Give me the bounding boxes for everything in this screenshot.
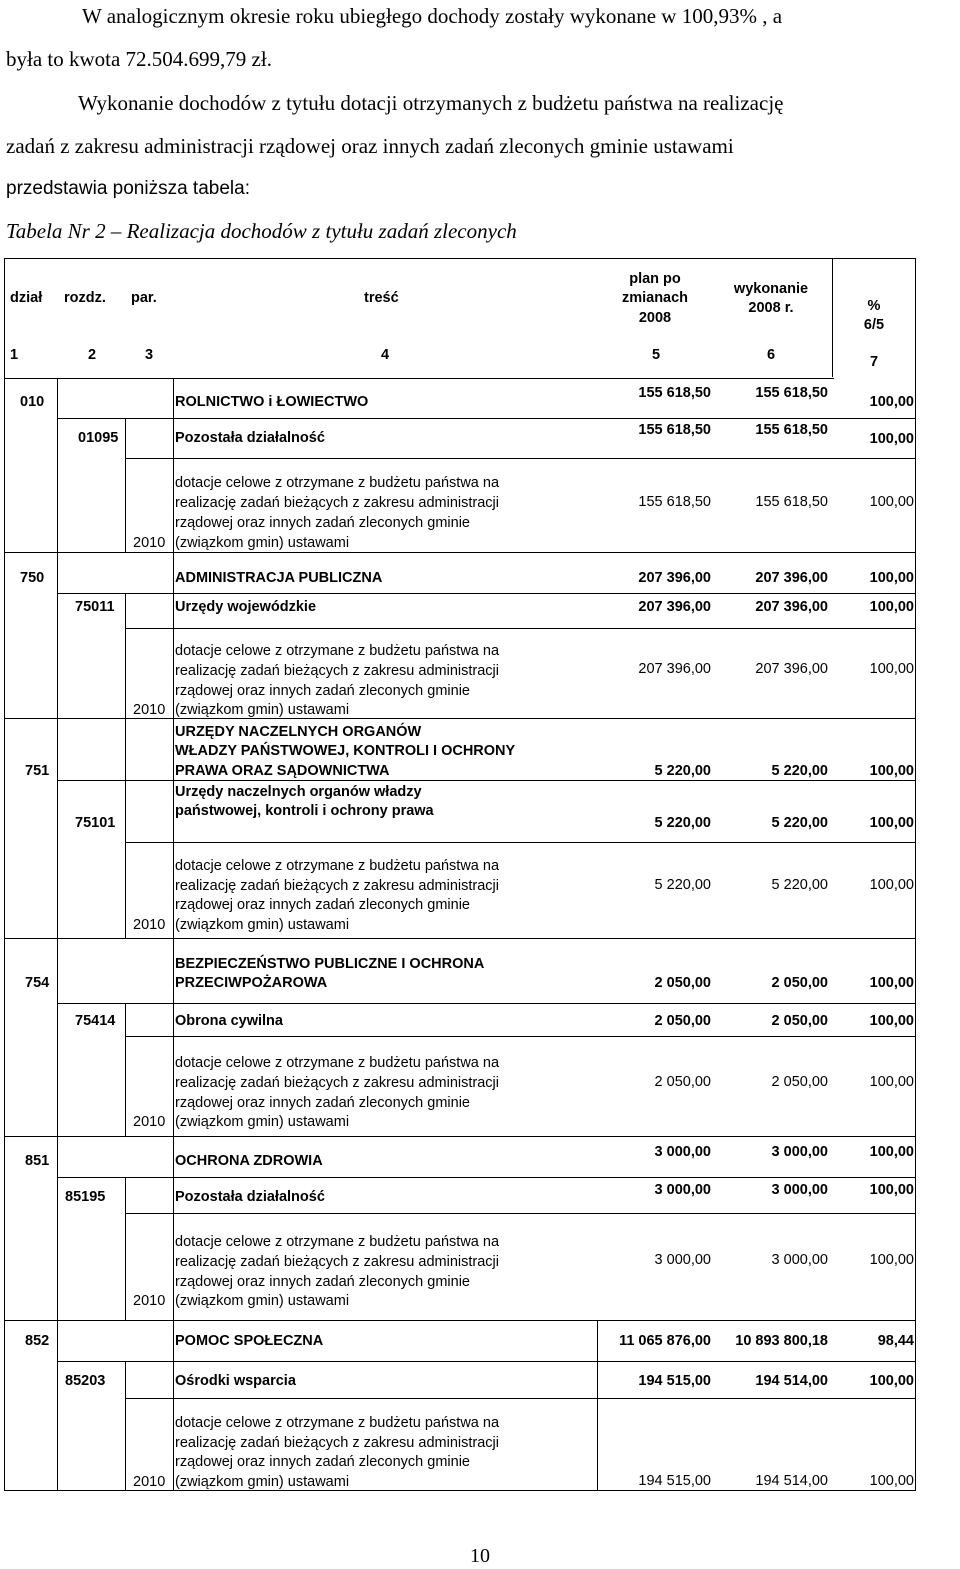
pct-value: 100,00 xyxy=(869,1252,914,1268)
grid-line xyxy=(4,378,834,379)
grid-line xyxy=(125,628,916,629)
colnum-4: 4 xyxy=(381,347,390,363)
plan-value: 207 396,00 xyxy=(638,599,711,615)
exec-value: 3 000,00 xyxy=(771,1252,828,1268)
header-pct-1: % xyxy=(867,298,881,314)
row-name: Obrona cywilna xyxy=(175,1013,283,1029)
plan-value: 5 220,00 xyxy=(654,877,711,893)
grid-line xyxy=(173,378,174,1490)
page-number: 10 xyxy=(470,1545,490,1567)
plan-value: 2 050,00 xyxy=(654,1074,711,1090)
plan-value: 5 220,00 xyxy=(654,815,711,831)
pct-value: 100,00 xyxy=(869,394,914,410)
pct-value: 100,00 xyxy=(869,661,914,677)
grid-line xyxy=(57,1361,916,1362)
row-name: (związkom gmin) ustawami xyxy=(175,917,350,933)
par-code: 2010 xyxy=(133,1114,166,1130)
header-par: par. xyxy=(131,290,157,306)
plan-value: 155 618,50 xyxy=(638,494,711,510)
exec-value: 207 396,00 xyxy=(755,661,828,677)
dzial-code: 750 xyxy=(20,570,45,586)
row-name: (związkom gmin) ustawami xyxy=(175,702,350,718)
exec-value: 207 396,00 xyxy=(755,570,828,586)
pct-value: 100,00 xyxy=(869,431,914,447)
row-name: realizację zadań bieżących z zakresu administracji xyxy=(175,1075,499,1091)
row-name: Pozostała działalność xyxy=(175,1189,325,1205)
par-code: 2010 xyxy=(133,535,166,551)
pct-value: 98,44 xyxy=(877,1333,914,1349)
dzial-code: 851 xyxy=(25,1153,50,1169)
row-name: realizację zadań bieżących z zakresu administracji xyxy=(175,1435,499,1451)
plan-value: 3 000,00 xyxy=(654,1144,711,1160)
plan-value: 207 396,00 xyxy=(638,661,711,677)
plan-value: 3 000,00 xyxy=(654,1182,711,1198)
grid-line xyxy=(125,1398,916,1399)
exec-value: 194 514,00 xyxy=(755,1373,828,1389)
pct-value: 100,00 xyxy=(869,494,914,510)
row-name: WŁADZY PAŃSTWOWEJ, KONTROLI I OCHRONY xyxy=(175,743,516,759)
pct-value: 100,00 xyxy=(869,1013,914,1029)
dzial-code: 754 xyxy=(25,975,50,991)
row-name: (związkom gmin) ustawami xyxy=(175,1114,350,1130)
header-wyk-2: 2008 r. xyxy=(748,300,794,316)
par-code: 2010 xyxy=(133,1293,166,1309)
rozdz-code: 75011 xyxy=(75,599,115,615)
plan-value: 2 050,00 xyxy=(654,975,711,991)
table-caption: Tabela Nr 2 – Realizacja dochodów z tytułu zadań zleconych xyxy=(6,219,517,243)
header-rozdz: rozdz. xyxy=(64,290,106,306)
grid-line xyxy=(125,458,916,459)
row-name: dotacje celowe z otrzymane z budżetu państwa na xyxy=(175,1415,500,1431)
row-name: ADMINISTRACJA PUBLICZNA xyxy=(175,570,383,586)
row-name: realizację zadań bieżących z zakresu administracji xyxy=(175,878,499,894)
row-name: (związkom gmin) ustawami xyxy=(175,1474,350,1490)
row-name: (związkom gmin) ustawami xyxy=(175,535,350,551)
row-name: Pozostała działalność xyxy=(175,430,325,446)
exec-value: 194 514,00 xyxy=(755,1473,828,1489)
intro-line-4: zadań z zakresu administracji rządowej oraz innych zadań zleconych gminie ustawami xyxy=(6,134,734,158)
grid-line xyxy=(57,378,58,1490)
row-name: rządowej oraz innych zadań zleconych gminie xyxy=(175,897,470,913)
pct-value: 100,00 xyxy=(869,815,914,831)
grid-line xyxy=(4,1136,916,1137)
row-name: Urzędy wojewódzkie xyxy=(175,599,317,615)
row-name: dotacje celowe z otrzymane z budżetu państwa na xyxy=(175,475,500,491)
plan-value: 11 065 876,00 xyxy=(619,1333,711,1349)
rozdz-code: 85195 xyxy=(65,1189,106,1205)
plan-value: 207 396,00 xyxy=(638,570,711,586)
row-name: państwowej, kontroli i ochrony prawa xyxy=(175,803,434,819)
row-name: (związkom gmin) ustawami xyxy=(175,1293,350,1309)
pct-value: 100,00 xyxy=(869,975,914,991)
exec-value: 155 618,50 xyxy=(755,494,828,510)
grid-line xyxy=(57,418,916,419)
colnum-6: 6 xyxy=(767,347,776,363)
dzial-code: 852 xyxy=(25,1333,50,1349)
plan-value: 155 618,50 xyxy=(638,422,711,438)
row-name: dotacje celowe z otrzymane z budżetu państwa na xyxy=(175,1055,500,1071)
row-name: dotacje celowe z otrzymane z budżetu państwa na xyxy=(175,858,500,874)
colnum-2: 2 xyxy=(88,347,97,363)
pct-value: 100,00 xyxy=(869,599,914,615)
row-name: rządowej oraz innych zadań zleconych gminie xyxy=(175,515,470,531)
row-name: rządowej oraz innych zadań zleconych gminie xyxy=(175,1454,470,1470)
par-code: 2010 xyxy=(133,1474,166,1490)
grid-line xyxy=(57,780,916,781)
header-tresc: treść xyxy=(364,290,399,306)
exec-value: 10 893 800,18 xyxy=(735,1333,828,1349)
grid-line xyxy=(125,1177,126,1320)
grid-line xyxy=(832,258,833,377)
row-name: realizację zadań bieżących z zakresu administracji xyxy=(175,495,499,511)
plan-value: 5 220,00 xyxy=(654,763,711,779)
exec-value: 207 396,00 xyxy=(755,599,828,615)
rozdz-code: 75414 xyxy=(75,1013,116,1029)
row-name: PRZECIWPOŻAROWA xyxy=(175,975,328,991)
row-name: dotacje celowe z otrzymane z budżetu państwa na xyxy=(175,643,500,659)
grid-line xyxy=(125,1036,916,1037)
row-name: realizację zadań bieżących z zakresu administracji xyxy=(175,663,499,679)
colnum-5: 5 xyxy=(652,347,661,363)
exec-value: 5 220,00 xyxy=(771,877,828,893)
grid-line xyxy=(125,1213,916,1214)
row-name: ROLNICTWO i ŁOWIECTWO xyxy=(175,394,369,410)
row-name: POMOC SPOŁECZNA xyxy=(175,1333,324,1349)
pct-value: 100,00 xyxy=(869,1182,914,1198)
pct-value: 100,00 xyxy=(869,763,914,779)
row-name: rządowej oraz innych zadań zleconych gminie xyxy=(175,1274,470,1290)
dzial-code: 010 xyxy=(20,394,45,410)
exec-value: 2 050,00 xyxy=(771,1013,828,1029)
grid-line xyxy=(125,1361,126,1490)
intro-line-1: W analogicznym okresie roku ubiegłego dochody zostały wykonane w 100,93% , a xyxy=(82,4,783,28)
plan-value: 194 515,00 xyxy=(638,1373,711,1389)
par-code: 2010 xyxy=(133,917,166,933)
exec-value: 5 220,00 xyxy=(771,763,828,779)
plan-value: 3 000,00 xyxy=(654,1252,711,1268)
exec-value: 2 050,00 xyxy=(771,975,828,991)
intro-line-5: przedstawia poniższa tabela: xyxy=(6,178,250,199)
row-name: rządowej oraz innych zadań zleconych gminie xyxy=(175,1095,470,1111)
plan-value: 194 515,00 xyxy=(638,1473,711,1489)
pct-value: 100,00 xyxy=(869,570,914,586)
grid-line xyxy=(57,1177,916,1178)
exec-value: 155 618,50 xyxy=(755,422,828,438)
exec-value: 3 000,00 xyxy=(771,1144,828,1160)
colnum-1: 1 xyxy=(10,347,19,363)
row-name: BEZPIECZEŃSTWO PUBLICZNE I OCHRONA xyxy=(175,956,485,972)
plan-value: 155 618,50 xyxy=(638,385,711,401)
intro-line-3: Wykonanie dochodów z tytułu dotacji otrzymanych z budżetu państwa na realizację xyxy=(78,91,784,115)
colnum-7: 7 xyxy=(870,354,879,370)
exec-value: 155 618,50 xyxy=(755,385,828,401)
row-name: dotacje celowe z otrzymane z budżetu państwa na xyxy=(175,1234,500,1250)
pct-value: 100,00 xyxy=(869,1144,914,1160)
header-plan-2: zmianach xyxy=(621,290,689,306)
grid-line xyxy=(125,418,126,552)
grid-line xyxy=(57,1003,916,1004)
grid-line xyxy=(125,1003,126,1136)
pct-value: 100,00 xyxy=(869,1373,914,1389)
row-name: rządowej oraz innych zadań zleconych gminie xyxy=(175,683,470,699)
header-dzial: dział xyxy=(10,290,43,306)
row-name: Ośrodki wsparcia xyxy=(175,1373,296,1389)
header-plan-1: plan po xyxy=(629,271,681,287)
row-name: URZĘDY NACZELNYCH ORGANÓW xyxy=(175,724,422,740)
intro-line-2: była to kwota 72.504.699,79 zł. xyxy=(6,47,272,71)
row-name: OCHRONA ZDROWIA xyxy=(175,1153,323,1169)
row-name: Urzędy naczelnych organów władzy xyxy=(175,784,422,800)
rozdz-code: 75101 xyxy=(75,815,116,831)
row-name: PRAWA ORAZ SĄDOWNICTWA xyxy=(175,763,390,779)
pct-value: 100,00 xyxy=(869,877,914,893)
rozdz-code: 85203 xyxy=(65,1373,106,1389)
row-name: realizację zadań bieżących z zakresu administracji xyxy=(175,1254,499,1270)
par-code: 2010 xyxy=(133,702,166,718)
pct-value: 100,00 xyxy=(869,1473,914,1489)
exec-value: 3 000,00 xyxy=(771,1182,828,1198)
exec-value: 5 220,00 xyxy=(771,815,828,831)
grid-line xyxy=(4,1320,916,1321)
header-pct-2: 6/5 xyxy=(863,317,885,333)
grid-line xyxy=(125,842,916,843)
grid-line xyxy=(125,593,126,938)
plan-value: 2 050,00 xyxy=(654,1013,711,1029)
header-plan-3: 2008 xyxy=(638,310,672,326)
grid-line xyxy=(4,938,916,939)
exec-value: 2 050,00 xyxy=(771,1074,828,1090)
rozdz-code: 01095 xyxy=(78,430,119,446)
colnum-3: 3 xyxy=(145,347,154,363)
pct-value: 100,00 xyxy=(869,1074,914,1090)
header-wyk-1: wykonanie xyxy=(733,281,809,297)
dzial-code: 751 xyxy=(25,763,50,779)
grid-line xyxy=(57,593,916,594)
